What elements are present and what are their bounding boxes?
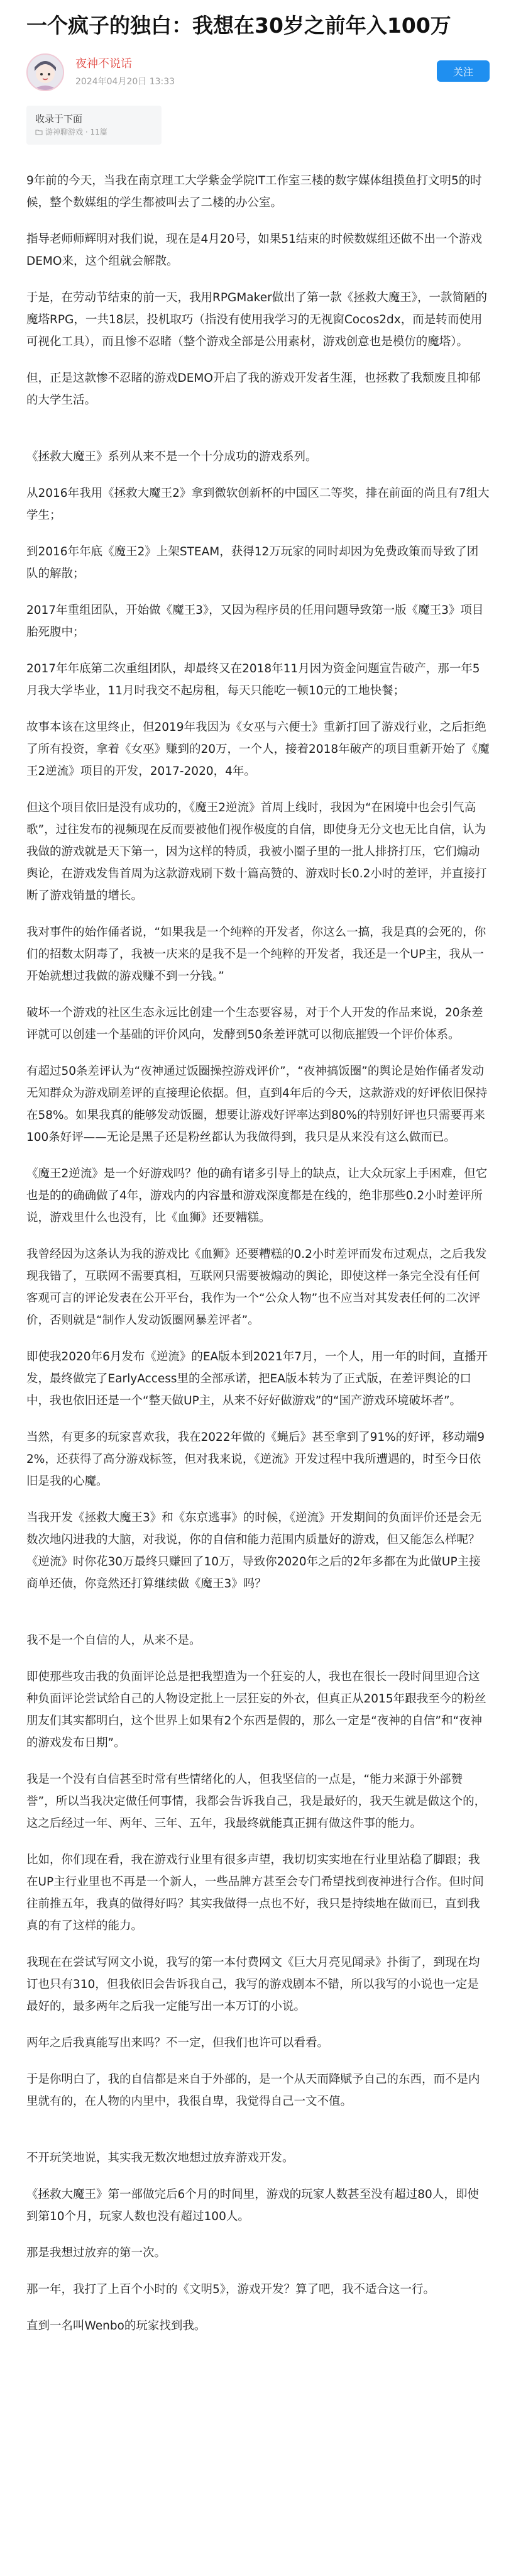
collection-box[interactable] — [26, 106, 162, 145]
paragraph: 但，正是这款惨不忍睹的游戏DEMO开启了我的游戏开发者生涯，也拯救了我颓废且抑郁的大学生活。 — [26, 372, 481, 407]
folder-icon — [35, 128, 43, 136]
paragraph: 从2016年我用《拯救大魔王2》拿到微软创新杯的中国区二等奖，排在前面的尚且有7组大学生； — [26, 487, 490, 522]
article-title: 一个疯子的独白：我想在30岁之前年入100万 — [26, 13, 451, 38]
paragraph: 但这个项目依旧是没有成功的，《魔王2逆流》首周上线时，我因为“在困境中也会引气高歌”，过往发布的视频现在反而要被他们视作极度的自信，即使身无分文也无比自信，认为我做的游戏就是天下第一，因为这样的特质，我被小圈子里的一批人排挤打压，它们煽动舆论，在游戏发售首周为这款游戏刷下数十篇高赞的、游戏时长0.2小时的差评，并直接打断了游戏销量的增长。 — [26, 801, 487, 902]
paragraph: 9年前的今天，当我在南京理工大学紫金学院IT工作室三楼的数字媒体组摸鱼打文明5的时候，整个数媒组的学生都被叫去了二楼的办公室。 — [26, 174, 482, 209]
author-meta — [75, 56, 175, 89]
article-body — [26, 170, 490, 2337]
paragraph: 两年之后我真能写出来吗？不一定，但我们也许可以看看。 — [26, 2036, 329, 2050]
paragraph: 故事本该在这里终止，但2019年我因为《女巫与六便士》重新打回了游戏行业，之后拒绝了所有投资，拿着《女巫》赚到的20万，一个人，接着2018年破产的项目重新开始了《魔王2逆流》项目的开发，2017-2020，4年。 — [26, 721, 490, 778]
paragraph: 当我开发《拯救大魔王3》和《东京逃事》的时候，《逆流》开发期间的负面评价还是会无数次地闪进我的大脑，对我说，你的自信和能力范围内质量好的游戏，但又能怎么样呢？《逆流》时你花30万最终只赚回了10万，导致你2020年之后的2年多都在为此做UP主接商单还债，你竟然还打算继续做《魔王3》吗？ — [26, 1511, 482, 1591]
paragraph: 我对事件的始作俑者说，“如果我是一个纯粹的开发者，你这么一搞，我是真的会死的，你们的招数太阴毒了，我被一庆来的是我不是一个纯粹的开发者，我还是一个UP主，我从一开始就想过我做的游戏赚不到一分钱。” — [26, 926, 486, 983]
avatar-illustration-icon — [28, 55, 63, 90]
paragraph: 我是一个没有自信甚至时常有些情绪化的人，但我坚信的一点是，“能力来源于外部赞誉”，所以当我决定做任何事情，我都会告诉我自己，我是最好的，我天生就是做这个的，这之后经过一年、两年、三年、五年，我最终就能真正拥有做这件事的能力。 — [26, 1773, 486, 1830]
paragraph: 《拯救大魔王》系列从来不是一个十分成功的游戏系列。 — [26, 450, 317, 464]
paragraph: 即使那些攻击我的负面评论总是把我塑造为一个狂妄的人，我也在很长一段时间里迎合这种负面评论尝试给自己的人物设定批上一层狂妄的外衣，但真正从2015年跟我至今的粉丝朋友们其实都明白，这个世界上如果有2个东西是假的，那么一定是“夜神的自信”和“夜神的游戏发布日期”。 — [26, 1670, 486, 1750]
collection-label: 收录于下面 — [35, 113, 83, 125]
paragraph: 有超过50条差评认为“夜神通过饭圈操控游戏评价”，“夜神搞饭圈”的舆论是始作俑者发动无知群众为游戏刷差评的直接理论依据。但，直到4年后的今天，这款游戏的好评依旧保持在58%。如果我真的能够发动饭圈，想要让游戏好评率达到80%的特别好评也只需要再来100条好评——无论是黑子还是粉丝都认为我做得到，我只是从来没有这么做而已。 — [26, 1065, 488, 1144]
paragraph: 指导老师师辉明对我们说，现在是4月20号，如果51结束的时候数媒组还做不出一个游戏DEMO来，这个组就会解散。 — [26, 233, 482, 268]
paragraph: 2017年重组团队，开始做《魔王3》，又因为程序员的任用问题导致第一版《魔王3》项目胎死腹中； — [26, 604, 484, 639]
paragraph: 直到一名叫Wenbo的玩家找到我。 — [26, 2319, 206, 2333]
paragraph: 即使我2020年6月发布《逆流》的EA版本到2021年7月，一个人，用一年的时间，直播开发，最终做完了EarlyAccess里的全部承诺，把EA版本转为了正式版，在差评舆论的口中，我也依旧还是一个“整天做UP主，从来不好好做游戏”的“国产游戏环境破坏者”。 — [26, 1350, 488, 1407]
collection-link[interactable] — [35, 126, 153, 138]
paragraph: 《拯救大魔王》第一部做完后6个月的时间里，游戏的玩家人数甚至没有超过80人，即使到第10个月，玩家人数也没有超过100人。 — [26, 2188, 479, 2223]
paragraph: 到2016年年底《魔王2》上架STEAM，获得12万玩家的同时却因为免费政策而导致了团队的解散； — [26, 545, 479, 580]
author-name[interactable]: 夜神不说话 — [75, 57, 132, 70]
paragraph: 比如，你们现在看，我在游戏行业里有很多声望，我切切实实地在行业里站稳了脚跟；我在UP主行业里也不再是一个新人，一些品牌方甚至会专门希望找到夜神进行合作。但时间往前推五年，我真的做得好吗？其实我做得一点也不好，我只是持续地在做而已，直到我真的有了这样的能力。 — [26, 1853, 484, 1933]
paragraph: 我不是一个自信的人，从来不是。 — [26, 1634, 201, 1647]
paragraph: 破坏一个游戏的社区生态永远比创建一个生态要容易，对于个人开发的作品来说，20条差评就可以创建一个基础的评价风向，发酵到50条差评就可以彻底摧毁一个评价体系。 — [26, 1006, 483, 1041]
paragraph: 《魔王2逆流》是一个好游戏吗？他的确有诸多引导上的缺点，让大众玩家上手困难，但它也是的的确确做了4年，游戏内的内容量和游戏深度都是在线的，绝非那些0.2小时差评所说，游戏里什么也没有，比《血狮》还要糟糕。 — [26, 1167, 488, 1224]
paragraph: 不开玩笑地说，其实我无数次地想过放弃游戏开发。 — [26, 2151, 294, 2165]
paragraph: 2017年年底第二次重组团队，却最终又在2018年11月因为资金问题宣告破产，那一年5月我大学毕业，11月时我交不起房租，每天只能吃一顿10元的工地快餐； — [26, 662, 480, 697]
collection-name: 游神聊游戏 · 11篇 — [45, 128, 107, 136]
paragraph: 那是我想过放弃的第一次。 — [26, 2246, 167, 2260]
paragraph: 于是，在劳动节结束的前一天，我用RPGMaker做出了第一款《拯救大魔王》，一款简陋的魔塔RPG，一共18层，投机取巧（指没有使用我学习的无视窗Cocos2dx，而是转而使用可视化工具），而且惨不忍睹（整个游戏全部是公用素材，游戏创意也是模仿的魔塔）。 — [26, 291, 487, 348]
paragraph: 我现在在尝试写网文小说，我写的第一本付费网文《巨大月亮见闻录》扑街了，到现在均订也只有310，但我依旧会告诉我自己，我写的游戏剧本不错，所以我写的小说也一定是最好的，最多两年之后我一定能写出一本万订的小说。 — [26, 1956, 480, 2013]
avatar[interactable] — [26, 53, 64, 91]
paragraph: 于是你明白了，我的自信都是来自于外部的，是一个从天而降赋予自己的东西，而不是内里就有的，在人物的内里中，我很自卑，我觉得自己一文不值。 — [26, 2073, 480, 2108]
author-row — [26, 48, 490, 97]
paragraph: 当然，有更多的玩家喜欢我，我在2022年做的《蝇后》甚至拿到了91%的好评，移动端92%，还获得了高分游戏标签，但对我来说，《逆流》开发过程中我所遭遇的，时至今日依旧是我的心魔。 — [26, 1431, 485, 1488]
paragraph: 那一年，我打了上百个小时的《文明5》，游戏开发？算了吧，我不适合这一行。 — [26, 2283, 436, 2296]
follow-button[interactable]: 关注 — [437, 60, 490, 82]
paragraph: 我曾经因为这条认为我的游戏比《血狮》还要糟糕的0.2小时差评而发布过观点，之后我发现我错了，互联网不需要真相，互联网只需要被煽动的舆论，即使这样一条完全没有任何客观可言的评论发表在公开平台，我作为一个“公众人物”也不应当对其发表任何的二次评价，否则就是“制作人发动饭圈网暴差评者”。 — [26, 1248, 487, 1327]
publish-date: 2024年04月20日 13:33 — [75, 77, 175, 87]
